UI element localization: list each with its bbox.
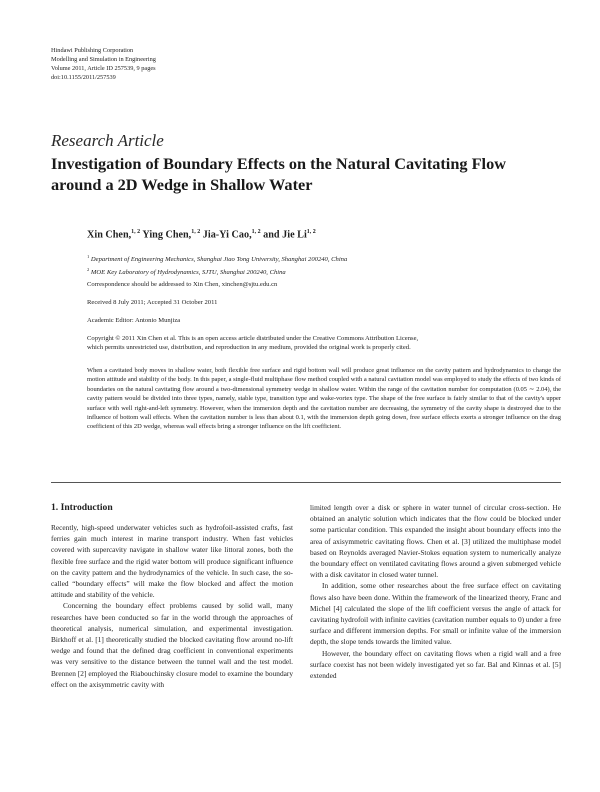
affiliation-mark: 2 [87,266,90,272]
author-affiliation-mark: 1, 2 [306,229,316,235]
paper-title [51,153,561,195]
title-line-2: around a 2D Wedge in Shallow Water [51,175,313,194]
copyright-notice [87,334,418,353]
author-name: Jie Li [282,229,307,241]
copyright-line: Copyright © 2011 Xin Chen et al. This is an open access article distributed under the Creative Commons Attribution License, [87,335,419,342]
body-paragraph: However, the boundary effect on cavitating flows when a rigid wall and a free surface coexist has not been widely investigated yet so far. Bal and Kinnas et al. [5] extended [310,648,561,681]
author-name: Xin Chen, [87,229,132,241]
affiliation-mark: 1 [87,254,90,259]
doi: doi:10.1155/2011/257539 [51,74,116,81]
author-affiliation-mark: 1, 2 [131,229,141,235]
right-column [310,502,561,681]
received-accepted-dates: Received 8 July 2011; Accepted 31 October 2011 [87,299,218,306]
body-paragraph: In addition, some other researches about the free surface effect on cavitating flows also have been done. Within the framework of the linearized theory, Franc and Michel [4] calculated the slope of the lift coefficient versus the angle of attack for cavitating hydrofoil with infinite cavities (cavitation number equals to 0) under a free surface and different immersion depths. For small or infinite value of the immersion depth, the slope tends towards the limited value. [310,581,561,647]
section-heading: 1. Introduction [51,502,113,513]
volume-info: Volume 2011, Article ID 257539, 9 pages [51,65,156,72]
author-separator: and [260,229,283,241]
publisher: Hindawi Publishing Corporation [51,47,134,54]
body-paragraph: limited length over a disk or sphere in water tunnel of circular cross-section. He obtained an analytic solution which indicates that the flow could be blocked under some particular condition. This expanded the insight about boundary effects into the area of axisymmetric cavitating flows. Chen et al. [3] utilized the multiphase model based on Reynolds averaged Navier-Stokes equation system to numerically analyze the boundary effect on ventilated cavitating flows around a given submerged vehicle with a disk cavitator in closed water tunnel. [310,503,561,580]
affiliation-text: Department of Engineering Mechanics, Shanghai Jiao Tong University, Shanghai 200240, China [90,256,348,264]
affiliation [87,265,347,278]
affiliation [87,252,347,265]
body-paragraph: Recently, high-speed underwater vehicles such as hydrofoil-assisted crafts, fast ferries gain much interest in marine transport industry. When fast vehicles covered with supercavity navigate in shallow water like littoral zones, both the flexible free surface and the rigid water bottom will produce significant influence on the cavity pattern and the hydrodynamics of the vehicle. In such case, the so-called “boundary effects” will make the flow blocked and affect the motion attitude and stability of the vehicle. [51,523,293,600]
left-column [51,502,293,690]
abstract [87,366,561,432]
author-affiliation-mark: 1, 2 [251,229,261,235]
article-type: Research Article [51,131,164,150]
author-list [87,229,316,240]
abstract-text: When a cavitated body moves in shallow water, both flexible free surface and rigid bottom wall will produce great influence on the cavity pattern and hydrodynamics to change the motion attitude and stability of the body. In this paper, a single-fluid multiphase flow method coupled with a natural cavitation model was employed to study the effects of two kinds of boundaries on the natural cavitating flow around a two-dimensional symmetry wedge in shallow water. Within the range of the cavitation number for computation (0.05 ∼ 2.04), the cavity pattern would be divided into three types, namely, stable type, transition type and wake-vortex type. The shape of the free surface is fairly similar to that of the cavity's upper surface with well right-and-left symmetry. However, when the immersion depth and the cavitation number are decreasing, the symmetry of the cavity shape is destroyed due to the influence of bottom wall effects. When the cavitation number is less than about 0.1, with the immersion depth going down, free surface effects exerts a stronger influence on the drag coefficient of this 2D wedge, whereas wall effects bring a stronger influence on the lift coefficient. [87,367,561,431]
correspondence: Correspondence should be addressed to Xin Chen, xinchen@sjtu.edu.cn [87,281,278,288]
journal-info [51,46,156,82]
title-line-1: Investigation of Boundary Effects on the Natural Cavitating Flow [51,154,506,173]
author-affiliation-mark: 1, 2 [191,229,201,235]
copyright-line: which permits unrestricted use, distribution, and reproduction in any medium, provided the original work is properly cited. [87,344,411,352]
author-name: Ying Chen, [142,229,192,241]
body-paragraph: Concerning the boundary effect problems caused by solid wall, many researches have been conducted so far in the world through the approaches of theoretical analysis, numerical simulation, and experimental investigation. Birkhoff et al. [1] theoretically studied the blocked cavitating flow around no-lift wedge and found that the defined drag coefficient in conventional experiments was very sensitive to the distance between the tunnel wall and the test model. Brennen [2] employed the Riabouchinsky closure model to examine the boundary effect on the axisymmetric cavity with [51,601,293,689]
academic-editor: Academic Editor: Antonio Munjiza [87,317,181,324]
affiliation-list [87,252,347,277]
section-divider [51,482,561,483]
journal-name: Modelling and Simulation in Engineering [51,56,156,63]
author-name: Jia-Yi Cao, [202,229,252,241]
affiliation-text: MOE Key Laboratory of Hydrodynamics, SJTU, Shanghai 200240, China [90,268,286,276]
